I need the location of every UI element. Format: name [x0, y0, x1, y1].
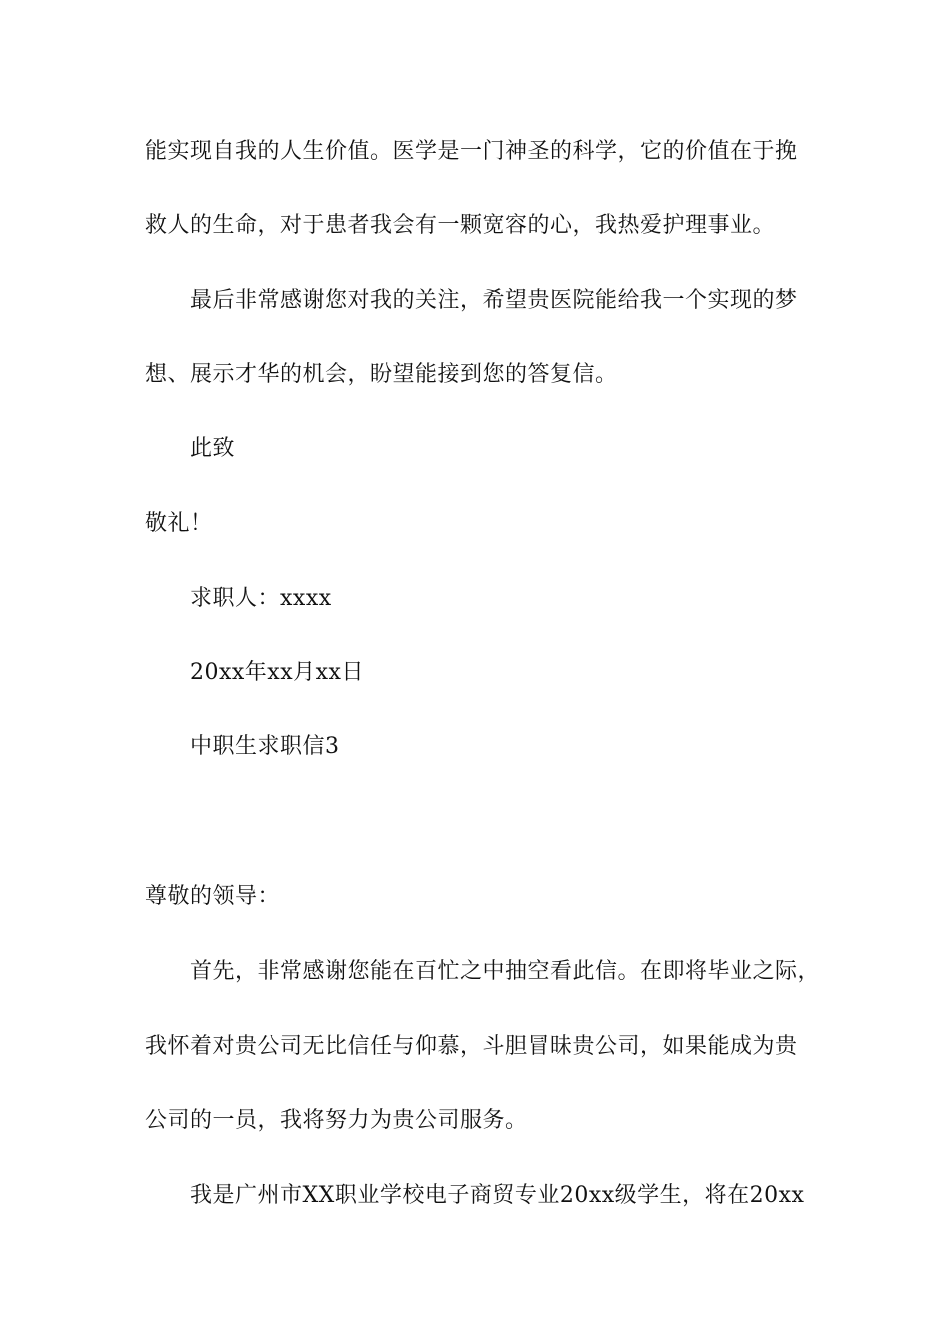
- paragraph-line: 能实现自我的人生价值。医学是一门神圣的科学，它的价值在于挽: [145, 139, 798, 164]
- closing-salutation: 此致: [190, 436, 236, 461]
- paragraph-line: 首先，非常感谢您能在百忙之中抽空看此信。在即将毕业之际，: [190, 959, 821, 984]
- applicant-signature: 求职人：xxxx: [190, 586, 332, 611]
- paragraph-line: 公司的一员，我将努力为贵公司服务。: [145, 1108, 528, 1133]
- letter-date: 20xx年xx月xx日: [190, 660, 364, 685]
- paragraph-line: 我怀着对贵公司无比信任与仰慕，斗胆冒昧贵公司，如果能成为贵: [145, 1034, 798, 1059]
- section-heading: 中职生求职信3: [190, 734, 340, 759]
- paragraph-line: 救人的生命，对于患者我会有一颗宽容的心，我热爱护理事业。: [145, 213, 776, 238]
- letter-greeting: 尊敬的领导：: [145, 884, 281, 909]
- paragraph-line: 想、展示才华的机会，盼望能接到您的答复信。: [145, 362, 618, 387]
- closing-regards: 敬礼！: [145, 511, 213, 536]
- paragraph-line: 我是广州市XX职业学校电子商贸专业20xx级学生，将在20xx: [190, 1183, 805, 1208]
- paragraph-line: 最后非常感谢您对我的关注，希望贵医院能给我一个实现的梦: [190, 288, 798, 313]
